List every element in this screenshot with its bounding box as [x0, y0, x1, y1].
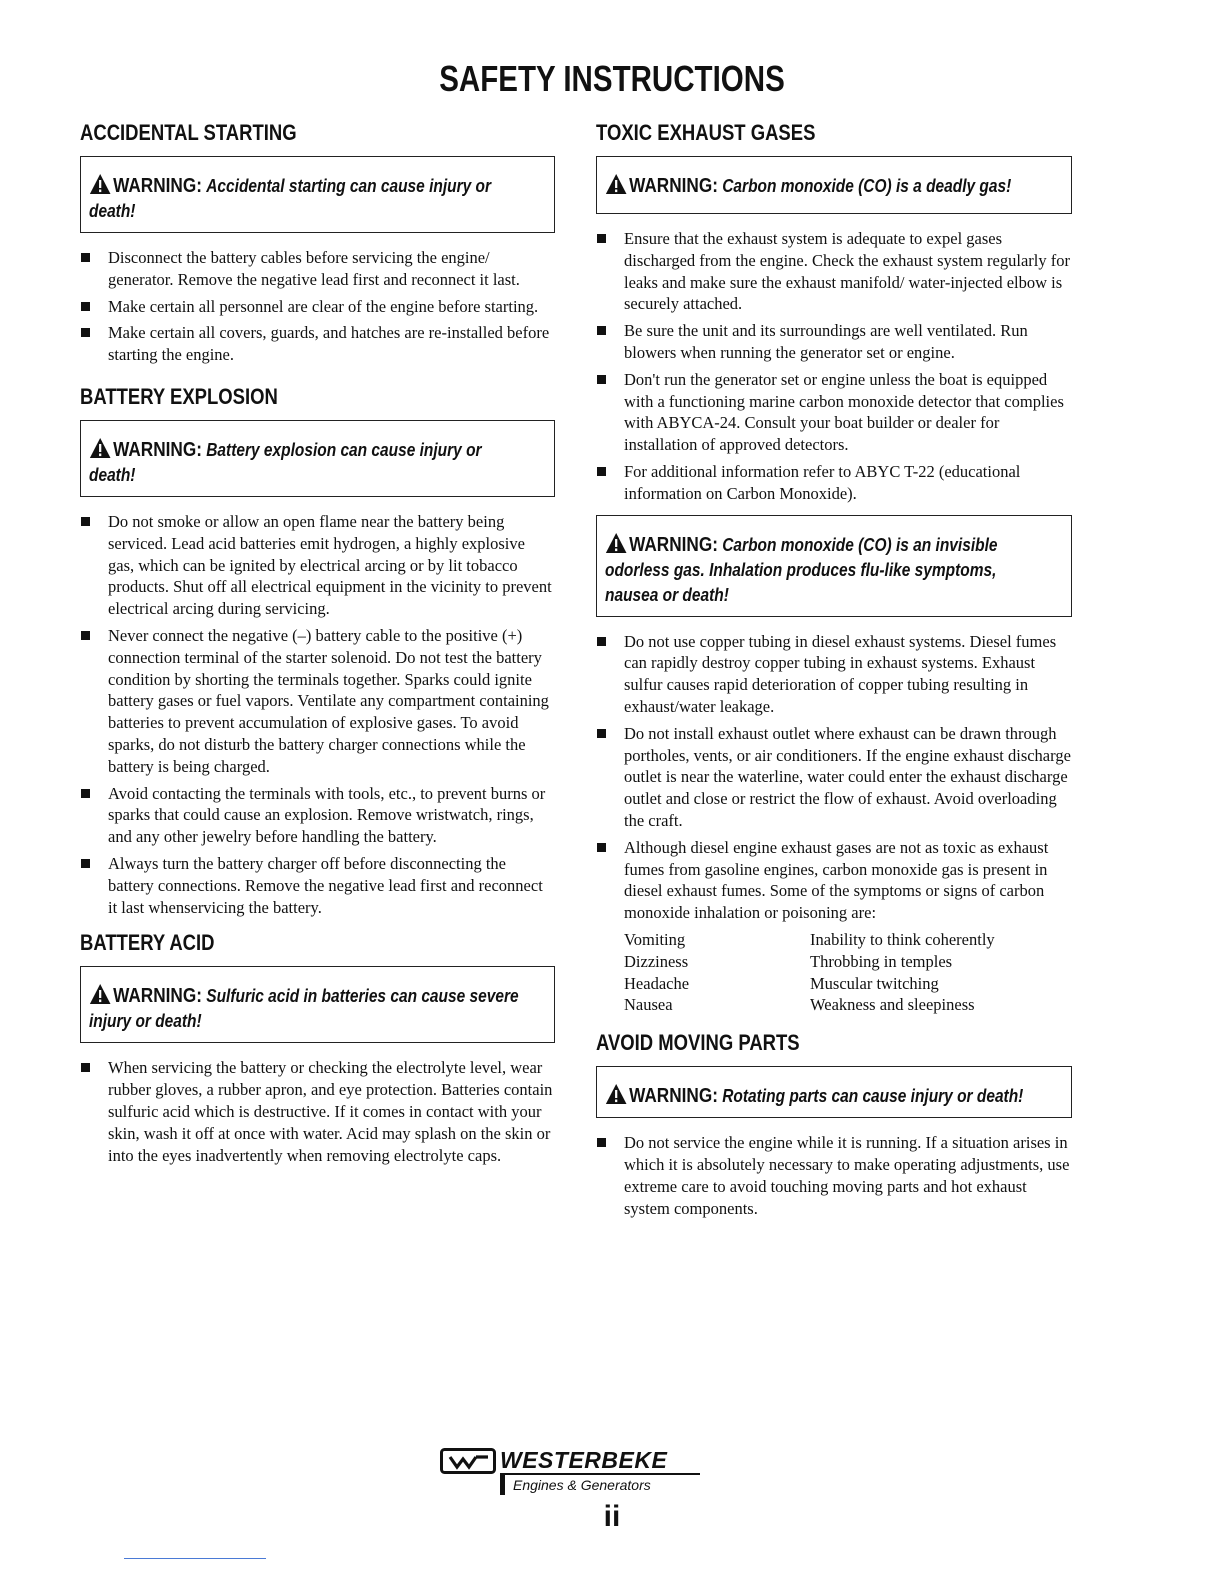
list-item: Avoid contacting the terminals with tools, etc., to prevent burns or sparks that could cause an explosion. Remove wristwatch, rings, and any other jewelry before handling the battery.	[80, 783, 555, 848]
list-item: Make certain all covers, guards, and hatches are re-installed before starting the engine.	[80, 322, 555, 366]
warning-label: WARNING:	[113, 438, 202, 461]
symptom: Weakness and sleepiness	[810, 995, 975, 1015]
bullet-list	[596, 1132, 1072, 1219]
warning-message: Battery explosion can cause injury or death!	[89, 439, 482, 485]
section-heading: BATTERY EXPLOSION	[80, 383, 278, 409]
warning-label: WARNING:	[629, 175, 718, 197]
section-accidental-starting	[80, 120, 555, 366]
list-item: Disconnect the battery cables before servicing the engine/ generator. Remove the negative lead first and reconnect it last.	[80, 247, 555, 291]
list-item: For additional information refer to ABYC T-22 (educational information on Carbon Monoxide).	[596, 461, 1072, 505]
warning-box	[80, 156, 555, 233]
list-item: Be sure the unit and its surroundings are well ventilated. Run blowers when running the generator set or engine.	[596, 320, 1072, 364]
warning-box	[80, 966, 555, 1043]
section-toxic-exhaust-gases	[596, 120, 1072, 1016]
bullet-list	[596, 228, 1072, 505]
page-title: SAFETY INSTRUCTIONS	[439, 58, 785, 99]
list-item: When servicing the battery or checking the electrolyte level, wear rubber gloves, a rubber apron, and eye protection. Batteries contain sulfuric acid which is destructive. If it comes in contact with your skin, wash it off at once with water. Acid may splash on the skin or into the eyes inadvertently when removing electrolyte caps.	[80, 1057, 555, 1166]
list-item: Do not smoke or allow an open flame near the battery being serviced. Lead acid batteries emit hydrogen, a highly explosive gas, which can be ignited by electrical arcing or by lit tobacco products. Shut off all electrical equipment in the vicinity to prevent electrical arcing during servicing.	[80, 511, 555, 620]
footnote-divider	[124, 1558, 266, 1559]
symptom: Vomiting	[624, 929, 686, 949]
warning-box	[596, 515, 1072, 617]
warning-triangle-icon	[605, 173, 627, 195]
bullet-list	[80, 1057, 555, 1166]
warning-message: Carbon monoxide (CO) is a deadly gas!	[722, 176, 1012, 196]
right-column	[596, 120, 1072, 1229]
warning-message: Accidental starting can cause injury or death!	[89, 176, 492, 221]
section-heading: BATTERY ACID	[80, 930, 215, 956]
symptom: Inability to think coherently	[810, 929, 995, 949]
symptom: Headache	[624, 973, 690, 993]
section-battery-acid	[80, 930, 555, 1166]
bullet-list	[80, 511, 555, 918]
symptoms-list	[624, 929, 1072, 1016]
warning-box	[80, 420, 555, 497]
brand-tagline: Engines & Generators	[513, 1477, 651, 1493]
list-item: Ensure that the exhaust system is adequate to expel gases discharged from the engine. Check the exhaust system regularly for leaks and make sure the exhaust manifold/ water-injected elbow is securely attached.	[596, 228, 1072, 315]
symptom: Nausea	[624, 995, 673, 1015]
symptom: Muscular twitching	[810, 973, 939, 993]
warning-label: WARNING:	[629, 1085, 718, 1108]
warning-message: Carbon monoxide (CO) is an invisible odorless gas. Inhalation produces flu-like symptoms, nausea or death!	[605, 534, 998, 605]
bullet-list	[80, 247, 555, 366]
symptom: Throbbing in temples	[810, 951, 953, 971]
warning-message: Rotating parts can cause injury or death!	[722, 1086, 1024, 1107]
brand-name: WESTERBEKE	[500, 1447, 668, 1473]
warning-box	[596, 156, 1072, 214]
section-battery-explosion	[80, 384, 555, 918]
warning-triangle-icon	[89, 983, 111, 1005]
list-item: Do not use copper tubing in diesel exhaust systems. Diesel fumes can rapidly destroy copper tubing in exhaust systems. Exhaust sulfur causes rapid deterioration of copper tubing resulting in exhaust/water leakage.	[596, 631, 1072, 718]
list-item: Make certain all personnel are clear of the engine before starting.	[80, 296, 555, 318]
list-item: Don't run the generator set or engine unless the boat is equipped with a functioning marine carbon monoxide detector that complies with ABYCA-24. Consult your boat builder or dealer for installation of approved detectors.	[596, 369, 1072, 456]
list-item: Although diesel engine exhaust gases are not as toxic as exhaust fumes from gasoline engines, carbon monoxide gas is present in diesel exhaust fumes. Some of the symptoms or signs of carbon monoxide inhalation or poisoning are:	[596, 837, 1072, 924]
warning-triangle-icon	[605, 1083, 627, 1105]
warning-box	[596, 1066, 1072, 1118]
warning-label: WARNING:	[113, 985, 202, 1008]
warning-label: WARNING:	[629, 533, 718, 556]
westerbeke-logo-mark-icon	[440, 1448, 496, 1474]
page-number: ii	[603, 1500, 621, 1533]
symptom: Dizziness	[624, 951, 689, 971]
list-item: Never connect the negative (–) battery cable to the positive (+) connection terminal of the starter solenoid. Do not test the battery condition by shorting the terminals together. Sparks could ignite battery gases or fuel vapors. Ventilate any compartment containing batteries to prevent accumulation of explosive gases. To avoid sparks, do not disturb the battery charger connections while the battery is being charged.	[80, 625, 555, 778]
westerbeke-logo	[440, 1448, 700, 1498]
list-item: Do not service the engine while it is running. If a situation arises in which it is absolutely necessary to make operating adjustments, use extreme care to avoid touching moving parts and hot exhaust system components.	[596, 1132, 1072, 1219]
list-item: Do not install exhaust outlet where exhaust can be drawn through portholes, vents, or air conditioners. If the engine exhaust discharge outlet is near the waterline, water could enter the exhaust discharge outlet and close or restrict the flow of exhaust. Avoid overloading the craft.	[596, 723, 1072, 832]
section-avoid-moving-parts	[596, 1030, 1072, 1219]
section-heading: ACCIDENTAL STARTING	[80, 120, 297, 145]
section-heading: AVOID MOVING PARTS	[596, 1030, 800, 1056]
bullet-list	[596, 631, 1072, 924]
warning-triangle-icon	[89, 173, 111, 195]
warning-message: Sulfuric acid in batteries can cause severe injury or death!	[89, 986, 519, 1032]
left-column	[80, 120, 555, 1176]
section-heading: TOXIC EXHAUST GASES	[596, 120, 816, 145]
logo-divider	[500, 1473, 700, 1475]
logo-bar	[500, 1475, 505, 1495]
list-item: Always turn the battery charger off before disconnecting the battery connections. Remove the negative lead first and reconnect it last whenservicing the battery.	[80, 853, 555, 918]
warning-triangle-icon	[89, 437, 111, 459]
warning-triangle-icon	[605, 532, 627, 554]
warning-label: WARNING:	[113, 175, 202, 197]
